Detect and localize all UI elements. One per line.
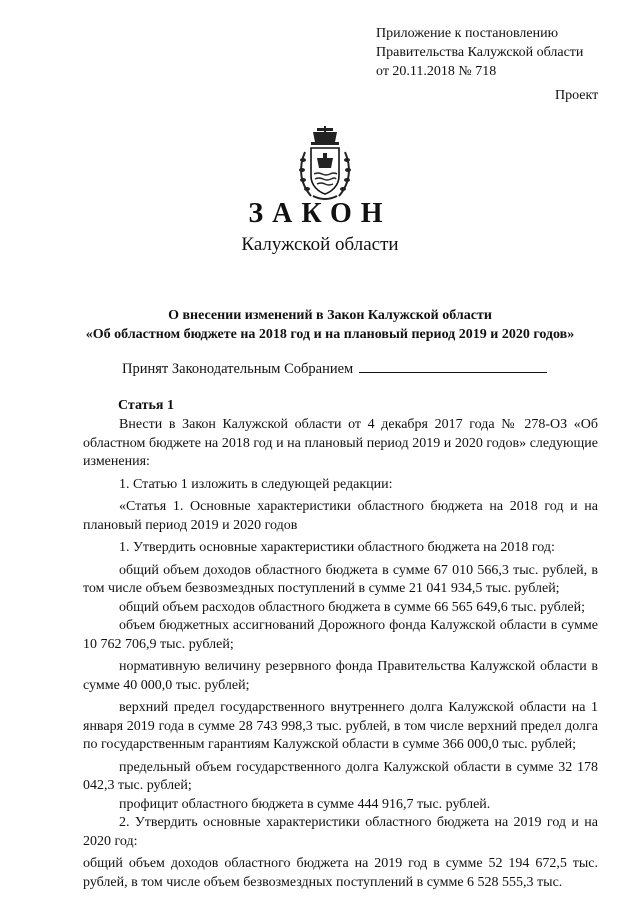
heading-line-2: «Об областном бюджете на 2018 год и на плановый период 2019 и 2020 годов» (85, 327, 575, 342)
appendix-note (376, 24, 616, 81)
paragraph: 2. Утвердить основные характеристики областного бюджета на 2019 год и на 2020 год: (83, 815, 598, 849)
paragraph: нормативную величину резервного фонда Правительства Калужской области в сумме 40 000,0 тыс. рублей; (83, 659, 598, 693)
law-title: ЗАКОН (248, 198, 392, 229)
paragraph: предельный объем государственного долга Калужской области в сумме 32 178 042,3 тыс. рублей; (83, 759, 598, 793)
project-label: Проект (555, 88, 599, 103)
adopted-label: Принят Законодательным Собранием (122, 361, 354, 377)
region-name: Калужской области (241, 234, 399, 255)
kaluga-coat-of-arms-icon (297, 126, 353, 202)
article-title: Статья 1 (118, 398, 174, 413)
paragraph: общий объем доходов областного бюджета в сумме 67 010 566,3 тыс. рублей, в том числе объем безвозмездных поступлений в сумме 21 041 934,5 тыс. рублей; (83, 562, 598, 596)
appendix-line-3: от 20.11.2018 № 718 (376, 64, 497, 79)
paragraph: 1. Утвердить основные характеристики областного бюджета на 2018 год: (119, 540, 555, 555)
paragraph: верхний предел государственного внутреннего долга Калужской области на 1 января 2019 года в сумме 28 743 998,3 тыс. рублей, в том числе верхний предел долга по государственным гарантиям Калужской области в сумме 366 000,0 тыс. рублей; (83, 700, 598, 752)
adopted-date-blank (359, 360, 547, 373)
heading-line-1: О внесении изменений в Закон Калужской области (168, 308, 492, 323)
paragraph: 1. Статью 1 изложить в следующей редакции: (119, 476, 393, 492)
paragraph: Внести в Закон Калужской области от 4 декабря 2017 года № 278-ОЗ «Об областном бюджете на 2018 год и на плановый период 2019 и 2020 годов» следующие изменения: (83, 417, 598, 469)
document-heading (70, 306, 590, 344)
paragraph: общий объем расходов областного бюджета в сумме 66 565 649,6 тыс. рублей; (119, 599, 586, 615)
paragraph: профицит областного бюджета в сумме 444 916,7 тыс. рублей. (119, 796, 491, 812)
article-body (83, 416, 598, 892)
paragraph: «Статья 1. Основные характеристики областного бюджета на 2018 год и на плановый период 2019 и 2020 годов (83, 499, 598, 533)
appendix-line-1: Приложение к постановлению (376, 26, 559, 41)
adopted-line (122, 360, 547, 378)
paragraph: объем бюджетных ассигнований Дорожного фонда Калужской области в сумме 10 762 706,9 тыс. рублей; (83, 618, 598, 652)
paragraph: общий объем доходов областного бюджета на 2019 год в сумме 52 194 672,5 тыс. рублей, в том числе объем безвозмездных поступлений в сумме 6 528 555,3 тыс. (83, 856, 598, 890)
appendix-line-2: Правительства Калужской области (376, 45, 584, 60)
